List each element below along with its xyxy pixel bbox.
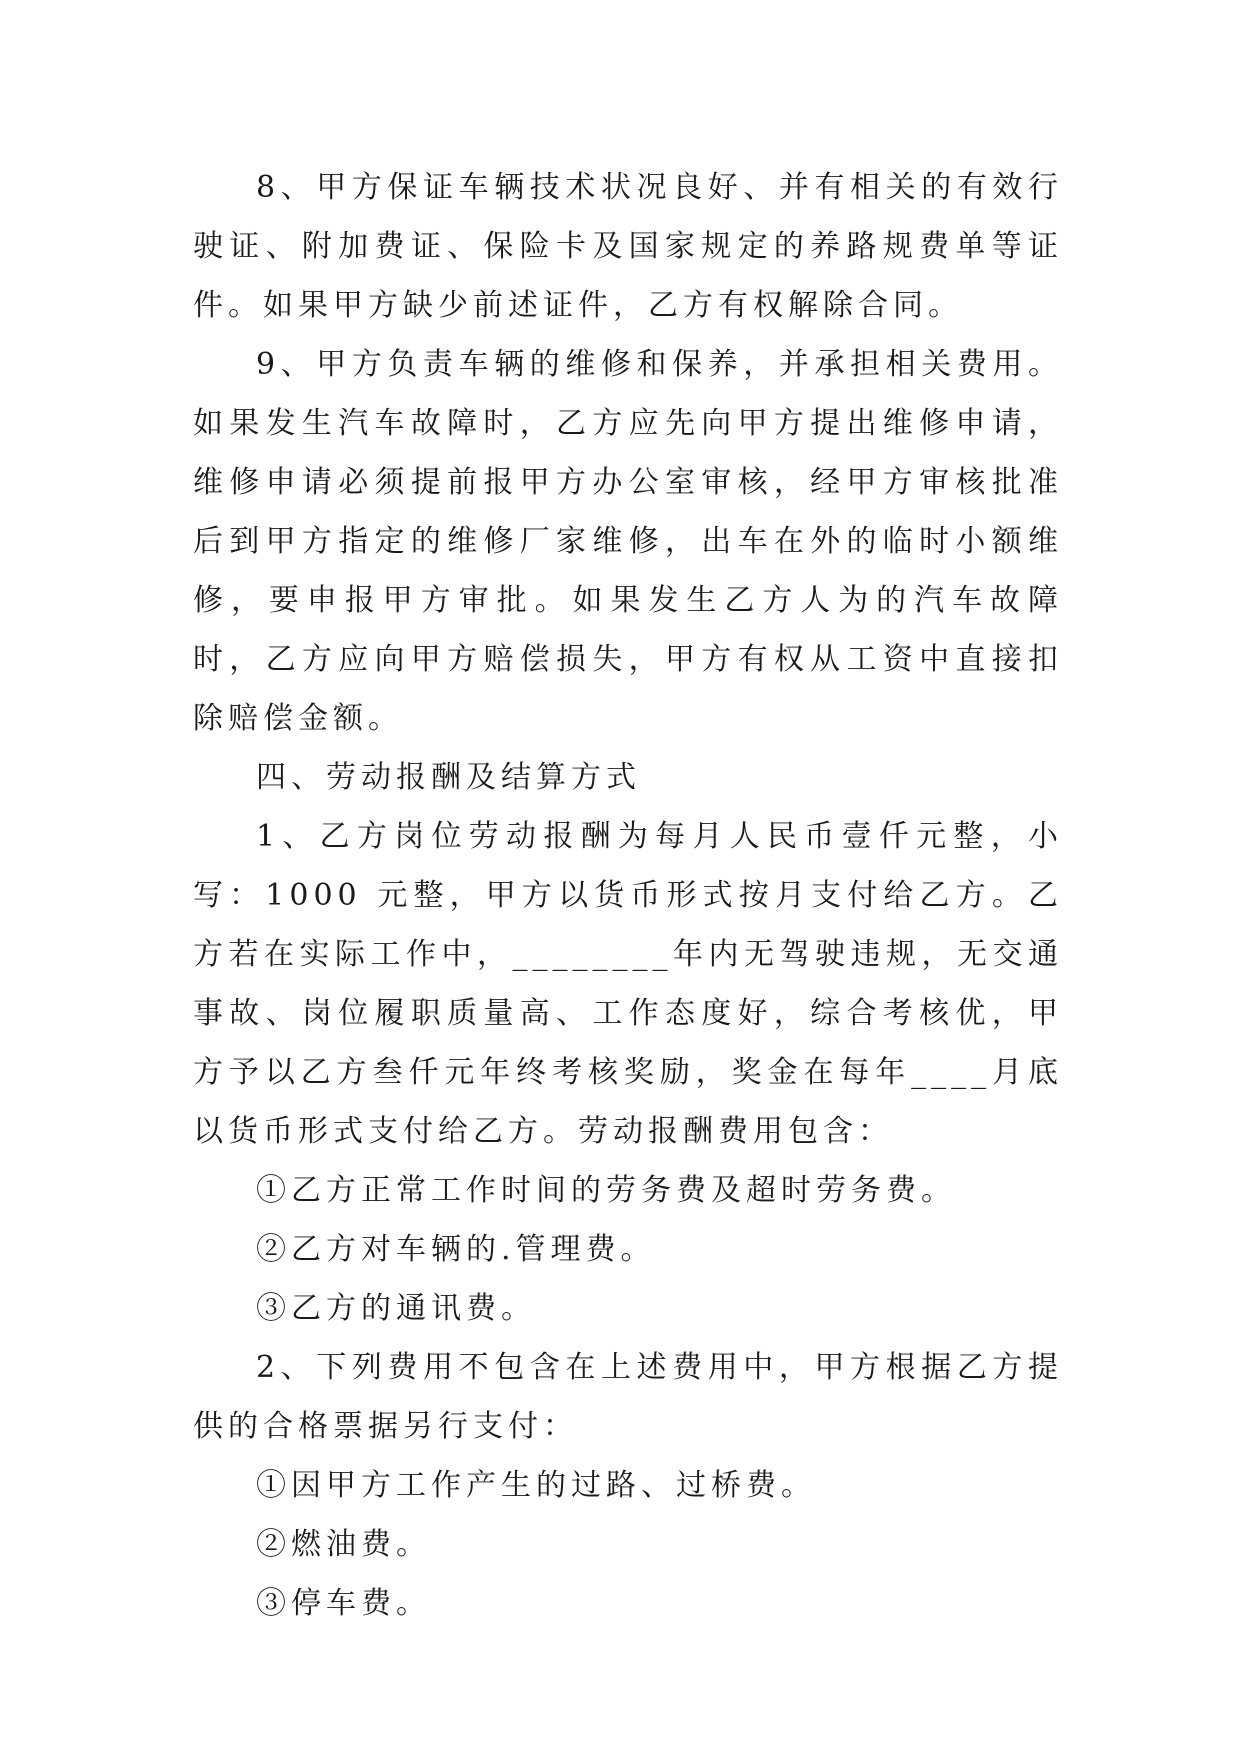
clause-4-1-paragraph: 1、乙方岗位劳动报酬为每月人民币壹仟元整，小写：1000 元整，甲方以货币形式按月支付给乙方。乙方若在实际工作中，________年内无驾驶违规，无交通事故、岗位履职质量高、工作态度好，综合考核优，甲方予以乙方叁仟元年终考核奖励，奖金在每年____月底以货币形式支付给乙方。劳动报酬费用包含： — [193, 819, 1063, 1149]
document-body — [193, 158, 1063, 1633]
included-item-1: ①乙方正常工作时间的劳务费及超时劳务费。 — [256, 1173, 956, 1208]
excluded-item-1: ①因甲方工作产生的过路、过桥费。 — [256, 1468, 816, 1503]
section-4-heading: 四、劳动报酬及结算方式 — [256, 760, 641, 795]
included-item-2: ②乙方对车辆的.管理费。 — [256, 1232, 656, 1267]
clause-3-8-paragraph: 8、甲方保证车辆技术状况良好、并有相关的有效行驶证、附加费证、保险卡及国家规定的养路规费单等证件。如果甲方缺少前述证件，乙方有权解除合同。 — [193, 170, 1063, 323]
excluded-item-3: ③停车费。 — [256, 1586, 431, 1621]
included-item-3: ③乙方的通讯费。 — [256, 1291, 536, 1326]
excluded-item-2: ②燃油费。 — [256, 1527, 431, 1562]
clause-3-9-paragraph: 9、甲方负责车辆的维修和保养，并承担相关费用。如果发生汽车故障时，乙方应先向甲方提出维修申请，维修申请必须提前报甲方办公室审核，经甲方审核批准后到甲方指定的维修厂家维修，出车在外的临时小额维修，要申报甲方审批。如果发生乙方人为的汽车故障时，乙方应向甲方赔偿损失，甲方有权从工资中直接扣除赔偿金额。 — [193, 347, 1063, 736]
clause-4-2-paragraph: 2、下列费用不包含在上述费用中，甲方根据乙方提供的合格票据另行支付： — [193, 1350, 1063, 1444]
